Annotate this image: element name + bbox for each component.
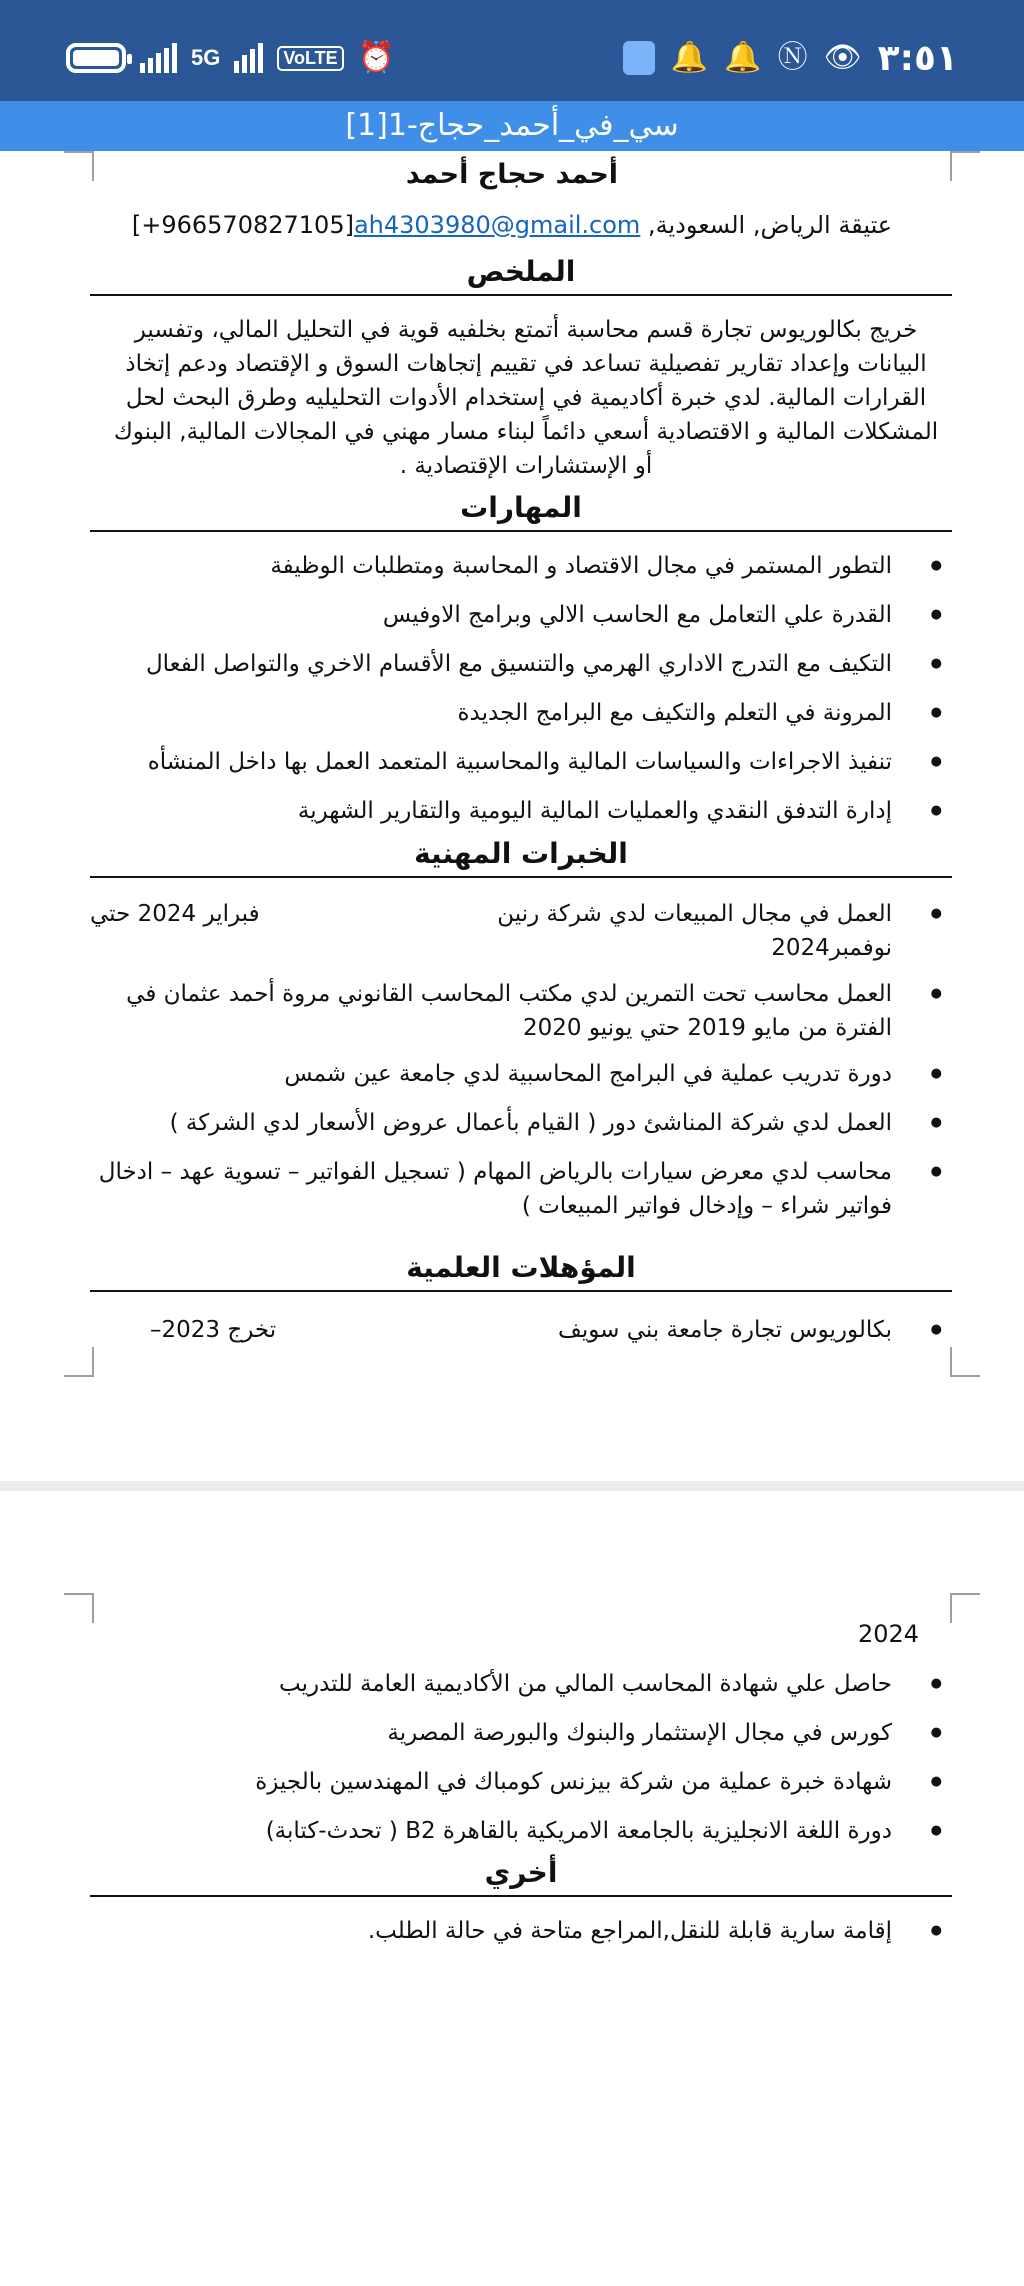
experience-text: ● دورة تدريب عملية في البرامج المحاسبية لدي جامعة عين شمس <box>284 1061 892 1087</box>
battery-icon <box>66 43 126 73</box>
bell-icon: 🔔 <box>670 40 709 75</box>
bell-icon-2: 🔔 <box>724 40 762 75</box>
page-corner-mark <box>950 1593 980 1623</box>
email-link[interactable]: ah4303980@gmail.com <box>353 211 641 239</box>
list-item: ● القدرة علي التعامل مع الحاسب الالي وبرامج الاوفيس <box>90 598 952 632</box>
experience-date: فبراير 2024 حتي <box>90 901 260 927</box>
list-item <box>90 1155 952 1223</box>
other-heading: أخري <box>90 1856 952 1897</box>
page-corner-mark <box>64 1347 94 1377</box>
contact-line <box>0 211 1024 239</box>
summary-line: المشكلات المالية و الاقتصادية أسعي دائماً لبناء مسار مهني في المجالات المالية, البنوك <box>113 419 939 445</box>
certificates-list <box>90 1667 952 1848</box>
list-item: ● إدارة التدفق النقدي والعمليات المالية اليومية والتقارير الشهرية <box>90 794 952 828</box>
experience-heading: الخبرات المهنية <box>90 837 952 878</box>
experience-text: ● محاسب لدي معرض سيارات بالرياض المهام ( تسجيل الفواتير – تسوية عهد – ادخال <box>98 1159 892 1185</box>
page-1 <box>0 151 1024 1481</box>
clock: ٣:٥١ <box>877 37 958 79</box>
list-item: ● التطور المستمر في مجال الاقتصاد و المحاسبة ومتطلبات الوظيفة <box>90 549 952 583</box>
signal-icon-2 <box>234 43 263 73</box>
app-icon <box>623 41 655 75</box>
list-item <box>90 977 952 1045</box>
skills-list <box>90 549 952 828</box>
contact-phone: [+966570827105] <box>131 211 354 239</box>
experience-continuation: فواتير شراء – وإدخال فواتير المبيعات ) <box>521 1193 892 1219</box>
list-item: ● إقامة سارية قابلة للنقل,المراجع متاحة في حالة الطلب. <box>90 1914 952 1948</box>
summary-line: البيانات وإعداد تقارير تفصيلية تساعد في تقييم إتجاهات السوق و الإقتصاد ودعم إتخاذ <box>125 351 927 377</box>
education-date: تخرج 2023– <box>150 1317 277 1343</box>
eye-icon: 👁 <box>823 40 862 75</box>
list-item <box>90 1313 952 1347</box>
education-heading: المؤهلات العلمية <box>90 1251 952 1292</box>
list-item <box>90 1106 952 1140</box>
experience-row <box>90 897 892 931</box>
list-item <box>90 1057 952 1091</box>
document-title[interactable]: سي_في_أحمد_حجاج-1[1] <box>0 101 1024 151</box>
experience-text: ● العمل لدي شركة المناشئ دور ( القيام بأعمال عروض الأسعار لدي الشركة ) <box>169 1110 892 1136</box>
experience-text: ● العمل في مجال المبيعات لدي شركة رنين <box>497 901 892 927</box>
summary-line: القرارات المالية. لدي خبرة أكاديمية في إستخدام الأدوات التحليليه وطرق البحث لحل <box>125 385 927 411</box>
list-item: ● التكيف مع التدرج الاداري الهرمي والتنسيق مع الأقسام الاخري والتواصل الفعال <box>90 647 952 681</box>
education-row <box>90 1313 892 1347</box>
status-left <box>66 38 395 78</box>
page-2 <box>0 1491 1024 2286</box>
summary-line: خريج بكالوريوس تجارة قسم محاسبة أتمتع بخلفيه قوية في التحليل المالي، وتفسير <box>134 317 918 343</box>
summary-heading: الملخص <box>90 255 952 296</box>
list-item: ● حاصل علي شهادة المحاسب المالي من الأكاديمية العامة للتدريب <box>90 1667 952 1701</box>
summary-text <box>100 313 952 483</box>
experience-continuation: نوفمبر2024 <box>771 935 892 961</box>
network-type: 5G <box>191 45 221 70</box>
page-break <box>0 1481 1024 1491</box>
page-corner-mark <box>64 1593 94 1623</box>
page-corner-mark <box>950 1347 980 1377</box>
list-item: ● المرونة في التعلم والتكيف مع البرامج الجديدة <box>90 696 952 730</box>
status-bar <box>0 0 1024 101</box>
education-text: ● بكالوريوس تجارة جامعة بني سويف <box>558 1317 892 1343</box>
year-continuation: 2024 <box>858 1620 920 1648</box>
volte-badge: VoLTE <box>277 46 343 71</box>
nfc-icon: Ⓝ <box>777 40 808 75</box>
resume-name: أحمد حجاج أحمد <box>405 159 619 190</box>
list-item: ● تنفيذ الاجراءات والسياسات المالية والمحاسبية المتعمد العمل بها داخل المنشأه <box>90 745 952 779</box>
experience-list <box>90 897 952 1223</box>
summary-line: أو الإستشارات الإقتصادية . <box>399 453 653 479</box>
list-item: ● شهادة خبرة عملية من شركة بيزنس كومباك في المهندسين بالجيزة <box>90 1765 952 1799</box>
list-item: ● دورة اللغة الانجليزية بالجامعة الامريكية بالقاهرة B2 ( تحدث-كتابة) <box>90 1814 952 1848</box>
experience-continuation: الفترة من مايو 2019 حتي يونيو 2020 <box>523 1015 892 1041</box>
other-list <box>90 1914 952 1948</box>
education-list <box>90 1313 952 1347</box>
signal-icon <box>140 43 177 73</box>
alarm-icon: ⏰ <box>357 40 396 75</box>
status-right <box>623 36 958 80</box>
list-item: ● كورس في مجال الإستثمار والبنوك والبورصة المصرية <box>90 1716 952 1750</box>
contact-address: ,عتيقة الرياض, السعودية <box>647 211 893 239</box>
skills-heading: المهارات <box>90 491 952 532</box>
list-item <box>90 897 952 965</box>
experience-text: ● العمل محاسب تحت التمرين لدي مكتب المحاسب القانوني مروة أحمد عثمان في <box>126 981 892 1007</box>
